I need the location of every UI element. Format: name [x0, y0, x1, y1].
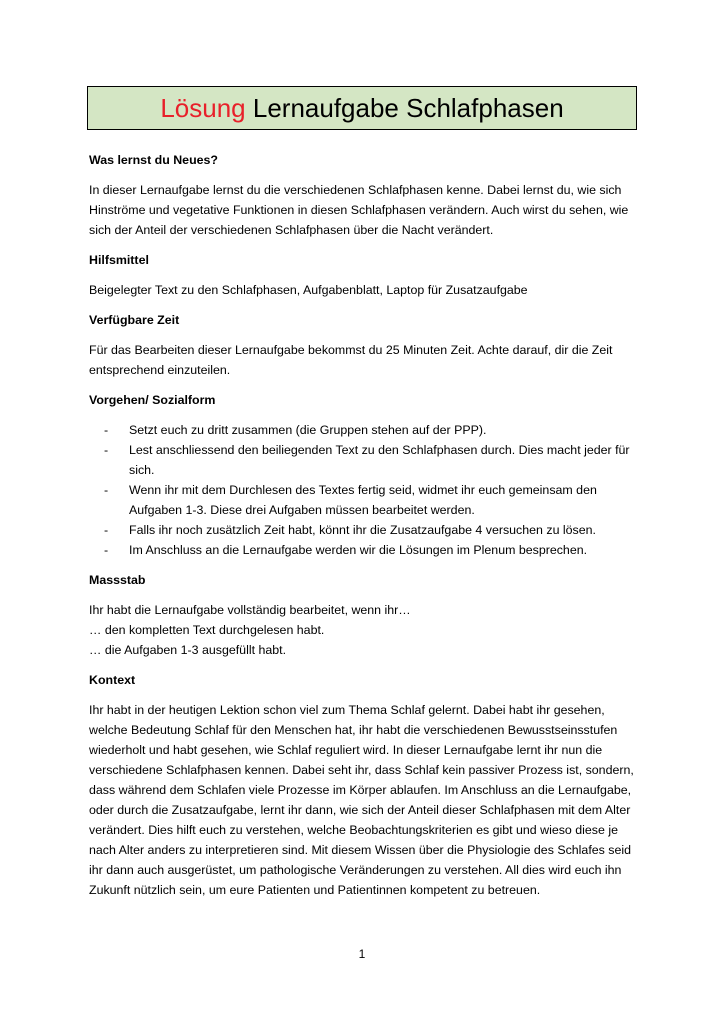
list-item-text: Lest anschliessend den beiliegenden Text zu den Schlafphasen durch. Dies macht jeder für sich. [129, 443, 630, 477]
section-text-zeit: Für das Bearbeiten dieser Lernaufgabe bekommst du 25 Minuten Zeit. Achte darauf, dir die Zeit entsprechend einzuteilen. [89, 343, 613, 377]
list-item-text: Im Anschluss an die Lernaufgabe werden wir die Lösungen im Plenum besprechen. [129, 543, 588, 557]
massstab-line: … den kompletten Text durchgelesen habt. [89, 623, 325, 637]
massstab-line: … die Aufgaben 1-3 ausgefüllt habt. [89, 643, 287, 657]
list-item-text: Wenn ihr mit dem Durchlesen des Textes fertig seid, widmet ihr euch gemeinsam den Aufgaben 1-3. Diese drei Aufgaben müssen bearbeitet werden. [129, 483, 597, 517]
section-heading-hilfsmittel: Hilfsmittel [89, 253, 149, 267]
list-item [89, 480, 641, 520]
bullet-dash: - [104, 443, 109, 457]
title-text: Lernaufgabe Schlafphasen [252, 93, 564, 123]
title-accent: Lösung [160, 93, 246, 123]
list-item-text: Setzt euch zu dritt zusammen (die Gruppen stehen auf der PPP). [129, 423, 487, 437]
bullet-dash: - [104, 423, 109, 437]
section-heading-neues: Was lernst du Neues? [89, 153, 218, 167]
page-number: 1 [358, 947, 366, 961]
document-body [89, 150, 641, 910]
section-heading-vorgehen: Vorgehen/ Sozialform [89, 393, 216, 407]
vorgehen-list [89, 420, 641, 560]
list-item [89, 540, 641, 560]
section-text-hilfsmittel: Beigelegter Text zu den Schlafphasen, Aufgabenblatt, Laptop für Zusatzaufgabe [89, 283, 528, 297]
list-item-text: Falls ihr noch zusätzlich Zeit habt, könnt ihr die Zusatzaufgabe 4 versuchen zu lösen. [129, 523, 596, 537]
section-text-neues: In dieser Lernaufgabe lernst du die verschiedenen Schlafphasen kenne. Dabei lernst du, wie sich Hinströme und vegetative Funktionen in diesen Schlafphasen verändern. Auch wirst du sehen, wie sich der Anteil der verschiedenen Schlafphasen über die Nacht verändert. [89, 183, 629, 237]
massstab-lines [89, 600, 641, 660]
bullet-dash: - [104, 543, 109, 557]
bullet-dash: - [104, 523, 109, 537]
section-heading-zeit: Verfügbare Zeit [89, 313, 180, 327]
list-item [89, 420, 641, 440]
list-item [89, 520, 641, 540]
title-box [87, 86, 637, 130]
section-heading-massstab: Massstab [89, 573, 146, 587]
list-item [89, 440, 641, 480]
bullet-dash: - [104, 483, 109, 497]
section-heading-kontext: Kontext [89, 673, 136, 687]
section-text-kontext: Ihr habt in der heutigen Lektion schon viel zum Thema Schlaf gelernt. Dabei habt ihr gesehen, welche Bedeutung Schlaf für den Menschen hat, ihr habt die verschiedenen Bewusstseinsstufen wiederholt und habt gesehen, wie Schlaf reguliert wird. In dieser Lernaufgabe lernt ihr nun die verschiedene Schlafphasen kennen. Dabei seht ihr, dass Schlaf kein passiver Prozess ist, sondern, dass während dem Schlafen viele Prozesse im Körper ablaufen. Im Anschluss an die Lernaufgabe, oder durch die Zusatzaufgabe, lernt ihr dann, wie sich der Anteil dieser Schlafphasen mit dem Alter verändert. Dies hilft euch zu verstehen, welche Beobachtungskriterien es gibt und wieso diese je nach Alter anders zu interpretieren sind. Mit diesem Wissen über die Physiologie des Schlafes seid ihr dann auch ausgerüstet, um pathologische Veränderungen zu verstehen. All dies wird euch ihn Zukunft nützlich sein, um eure Patienten und Patientinnen kompetent zu betreuen. [89, 703, 634, 897]
massstab-line: Ihr habt die Lernaufgabe vollständig bearbeitet, wenn ihr… [89, 603, 411, 617]
